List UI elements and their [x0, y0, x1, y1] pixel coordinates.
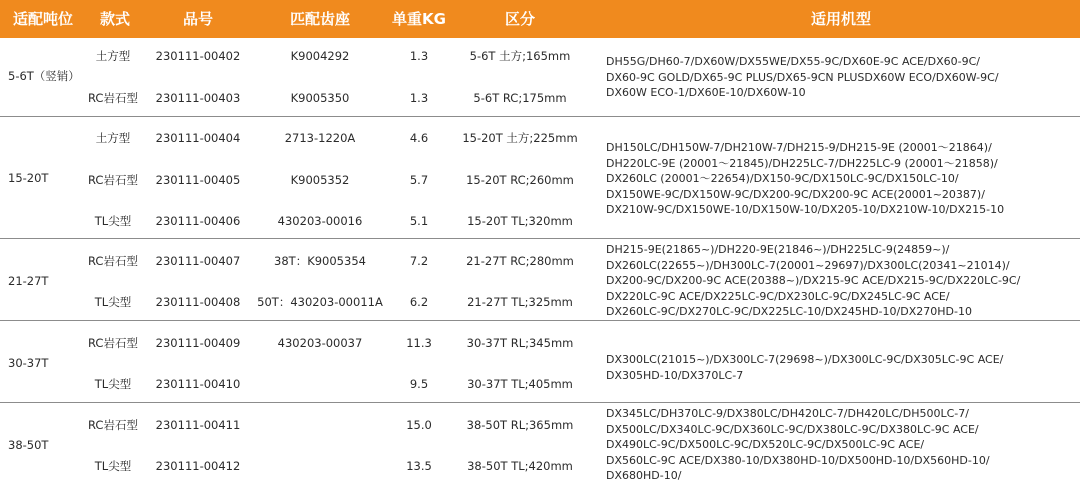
cell-category: 5-6T RC;175mm [473, 91, 567, 105]
cell-tooth-seat [252, 374, 388, 394]
cell-tooth-seat [252, 415, 388, 435]
machine-line: DH55G/DH60-7/DX60W/DX55WE/DX55-9C/DX60E-9C ACE/DX60-9C/ [606, 55, 980, 68]
machine-line: DX210W-9C/DX150WE-10/DX150W-10/DX205-10/DX210W-10/DX215-10 [606, 203, 1005, 216]
cell-category: 15-20T 土方;225mm [462, 131, 578, 145]
cell-style: TL尖型 [94, 377, 132, 391]
table-group [0, 38, 1080, 116]
machine-list [606, 352, 1076, 383]
cell-weight: 9.5 [409, 377, 429, 391]
cell-part-no: 230111-00403 [155, 91, 241, 105]
cell-weight: 7.2 [409, 254, 429, 268]
machine-line: DX345LC/DH370LC-9/DX380LC/DH420LC-7/DH420LC/DH500LC-7/ [606, 407, 969, 420]
cell-part-no: 230111-00412 [155, 459, 241, 473]
machine-list [606, 406, 1076, 484]
table-row [0, 333, 1080, 353]
group-tonnage: 15-20T [8, 171, 49, 185]
cell-weight: 11.3 [406, 336, 432, 350]
machine-line: DX60W ECO-1/DX60E-10/DX60W-10 [606, 86, 806, 99]
cell-part-no: 230111-00402 [155, 49, 241, 63]
cell-style: RC岩石型 [88, 173, 138, 187]
machine-line: DX680HD-10/ [606, 469, 682, 482]
cell-part-no: 230111-00405 [155, 173, 241, 187]
table-group [0, 116, 1080, 239]
machine-line: DX300LC(21015~)/DX300LC-7(29698~)/DX300LC-9C/DX305LC-9C ACE/ [606, 353, 1004, 366]
header-tooth-seat: 匹配齿座 [289, 10, 350, 28]
cell-tooth-seat: 2713-1220A [284, 131, 356, 145]
cell-part-no: 230111-00411 [155, 418, 241, 432]
group-tonnage: 21-27T [8, 274, 49, 288]
cell-weight: 15.0 [406, 418, 432, 432]
cell-style: TL尖型 [94, 459, 132, 473]
cell-category: 38-50T TL;420mm [467, 459, 573, 473]
machine-line: DX260LC (20001～22654)/DX150-9C/DX150LC-9C/DX150LC-10/ [606, 172, 959, 185]
group-tonnage: 38-50T [8, 438, 49, 452]
table-header [0, 0, 1080, 38]
cell-tooth-seat: 50T：430203-00011A [257, 295, 383, 309]
header-style: 款式 [99, 10, 130, 28]
cell-part-no: 230111-00406 [155, 214, 241, 228]
machine-list [606, 140, 1076, 218]
cell-weight: 5.1 [409, 214, 429, 228]
machine-list [606, 54, 1076, 101]
cell-category: 5-6T 土方;165mm [469, 49, 571, 63]
cell-part-no: 230111-00404 [155, 131, 241, 145]
header-category: 区分 [504, 10, 535, 28]
header-part-no: 品号 [182, 10, 213, 28]
cell-tooth-seat: 430203-00037 [277, 336, 363, 350]
cell-weight: 5.7 [409, 173, 429, 187]
cell-category: 21-27T RC;280mm [466, 254, 574, 268]
machine-line: DX305HD-10/DX370LC-7 [606, 368, 744, 382]
cell-category: 15-20T RC;260mm [466, 173, 574, 187]
machine-line: DX220LC-9C ACE/DX225LC-9C/DX230LC-9C/DX245LC-9C ACE/ [606, 289, 950, 303]
cell-category: 30-37T TL;405mm [467, 377, 573, 391]
cell-tooth-seat: 430203-00016 [277, 214, 363, 228]
cell-weight: 13.5 [406, 459, 432, 473]
cell-tooth-seat: K9005350 [290, 91, 350, 105]
cell-style: TL尖型 [94, 214, 132, 228]
table-group [0, 402, 1080, 491]
cell-tooth-seat [252, 456, 388, 476]
cell-style: RC岩石型 [88, 336, 138, 350]
machine-line: DX560LC-9C ACE/DX380-10/DX380HD-10/DX500HD-10/DX560HD-10/ [606, 453, 990, 467]
table-group [0, 320, 1080, 403]
machine-line: DX260LC-9C/DX270LC-9C/DX225LC-10/DX245HD-10/DX270HD-10 [606, 305, 972, 318]
machine-line: DH220LC-9E (20001～21845)/DH225LC-7/DH225LC-9 (20001～21858)/ [606, 156, 998, 170]
cell-category: 38-50T RL;365mm [466, 418, 574, 432]
cell-weight: 1.3 [409, 49, 429, 63]
cell-category: 15-20T TL;320mm [467, 214, 573, 228]
cell-style: RC岩石型 [88, 91, 138, 105]
cell-part-no: 230111-00410 [155, 377, 241, 391]
cell-weight: 6.2 [409, 295, 429, 309]
header-machines: 适用机型 [810, 10, 871, 28]
cell-tooth-seat: K9005352 [290, 173, 350, 187]
cell-style: RC岩石型 [88, 254, 138, 268]
cell-style: 土方型 [95, 131, 131, 145]
cell-category: 30-37T RL;345mm [466, 336, 574, 350]
machine-line: DX490LC-9C/DX500LC-9C/DX520LC-9C/DX500LC-9C ACE/ [606, 438, 925, 451]
machine-line: DH215-9E(21865~)/DH220-9E(21846~)/DH225LC-9(24859~)/ [606, 243, 950, 256]
machine-line: DX260LC(22655~)/DH300LC-7(20001~29697)/DX300LC(20341~21014)/ [606, 258, 1010, 272]
machine-line: DX150WE-9C/DX150W-9C/DX200-9C/DX200-9C ACE(20001~20387)/ [606, 187, 985, 201]
group-tonnage: 30-37T [8, 356, 49, 370]
cell-part-no: 230111-00409 [155, 336, 241, 350]
cell-category: 21-27T TL;325mm [467, 295, 573, 309]
table-group [0, 238, 1080, 321]
cell-tooth-seat: K9004292 [290, 49, 350, 63]
header-weight: 单重KG [392, 10, 446, 28]
machine-line: DX60-9C GOLD/DX65-9C PLUS/DX65-9CN PLUSDX60W ECO/DX60W-9C/ [606, 70, 999, 84]
cell-style: RC岩石型 [88, 418, 138, 432]
cell-style: TL尖型 [94, 295, 132, 309]
machine-list [606, 242, 1076, 320]
machine-line: DX200-9C/DX200-9C ACE(20388~)/DX215-9C ACE/DX215-9C/DX220LC-9C/ [606, 274, 1021, 287]
cell-part-no: 230111-00407 [155, 254, 241, 268]
cell-tooth-seat: 38T：K9005354 [274, 254, 366, 268]
cell-weight: 1.3 [409, 91, 429, 105]
group-tonnage: 5-6T（竖销） [8, 69, 80, 83]
cell-part-no: 230111-00408 [155, 295, 241, 309]
cell-weight: 4.6 [409, 131, 429, 145]
machine-line: DH150LC/DH150W-7/DH210W-7/DH215-9/DH215-9E (20001～21864)/ [606, 141, 992, 154]
machine-line: DX500LC/DX340LC-9C/DX360LC-9C/DX380LC-9C/DX380LC-9C ACE/ [606, 422, 979, 436]
cell-style: 土方型 [95, 49, 131, 63]
header-tonnage: 适配吨位 [12, 10, 73, 28]
